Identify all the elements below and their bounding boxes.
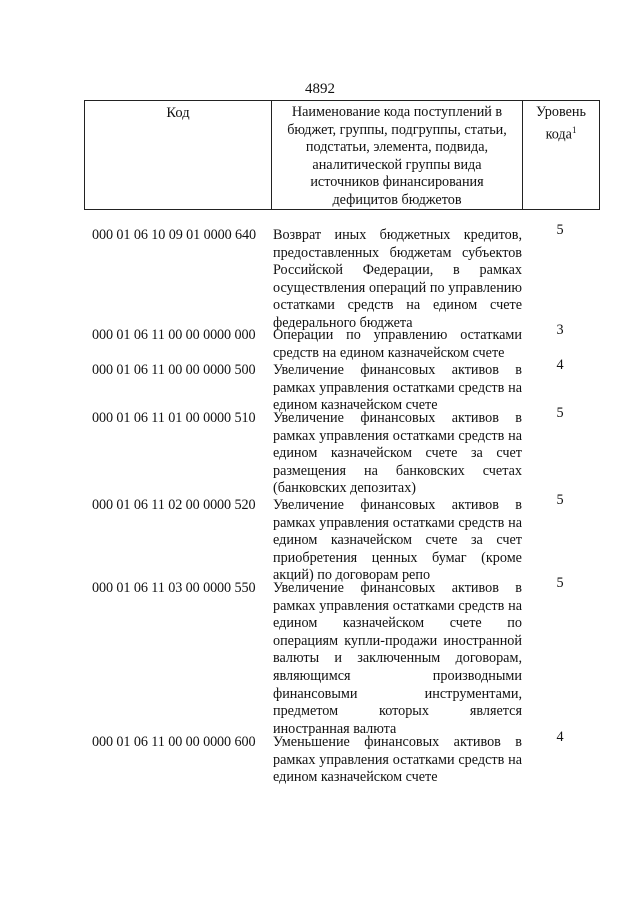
- row-level: 5: [556, 575, 564, 591]
- header-code-cell: Код: [85, 101, 272, 209]
- header-level-cell: [523, 101, 599, 209]
- row-name: Увеличение финансовых активов в рамках управления остатками средств на едином казначейском счете по операциям купли-продажи иностранной валюты и заключенным договорам, являющимся производными финансовыми инструментами, предметом которых является иностранная валюта: [273, 580, 522, 737]
- row-code: 000 01 06 11 00 00 0000 000: [92, 327, 256, 343]
- header-level-suffix: кода: [545, 126, 572, 143]
- row-name: Возврат иных бюджетных кредитов, предоставленных бюджетам субъектов Российской Федерации, в рамках осуществления операций по управлению остатками средств на едином счете федерального бюджета: [273, 227, 522, 331]
- header-level-label: Уровень: [536, 104, 586, 120]
- row-code: 000 01 06 11 01 00 0000 510: [92, 410, 256, 426]
- row-level: 4: [556, 729, 564, 745]
- row-level: 5: [556, 222, 564, 238]
- header-name-cell: Наименование кода поступлений в бюджет, группы, подгруппы, статьи, подстатьи, элемента, подвида, аналитической группы вида источников финансирования дефицитов бюджетов: [272, 101, 523, 209]
- page-number: 4892: [305, 81, 335, 97]
- row-code: 000 01 06 10 09 01 0000 640: [92, 227, 257, 243]
- row-level: 5: [556, 492, 564, 508]
- row-code: 000 01 06 11 00 00 0000 500: [92, 362, 256, 378]
- row-code: 000 01 06 11 02 00 0000 520: [92, 497, 256, 513]
- row-name: Увеличение финансовых активов в рамках управления остатками средств на едином казначейском счете за счет приобретения ценных бумаг (кроме акций) по договорам репо: [273, 497, 522, 584]
- row-code: 000 01 06 11 00 00 0000 600: [92, 734, 256, 750]
- row-name: Уменьшение финансовых активов в рамках управления остатками средств на едином казначейском счете: [273, 734, 522, 786]
- row-level: 4: [556, 357, 564, 373]
- row-name: Увеличение финансовых активов в рамках управления остатками средств на едином казначейском счете за счет размещения на банковских счетах (банковских депозитах): [273, 410, 522, 497]
- row-level: 5: [556, 405, 564, 421]
- row-code: 000 01 06 11 03 00 0000 550: [92, 580, 256, 596]
- row-name: Увеличение финансовых активов в рамках управления остатками средств на едином казначейском счете: [273, 362, 522, 414]
- header-level-footnote: 1: [571, 124, 577, 135]
- row-name: Операции по управлению остатками средств на едином казначейском счете: [273, 327, 522, 361]
- table-header: [84, 100, 600, 210]
- row-level: 3: [556, 322, 564, 338]
